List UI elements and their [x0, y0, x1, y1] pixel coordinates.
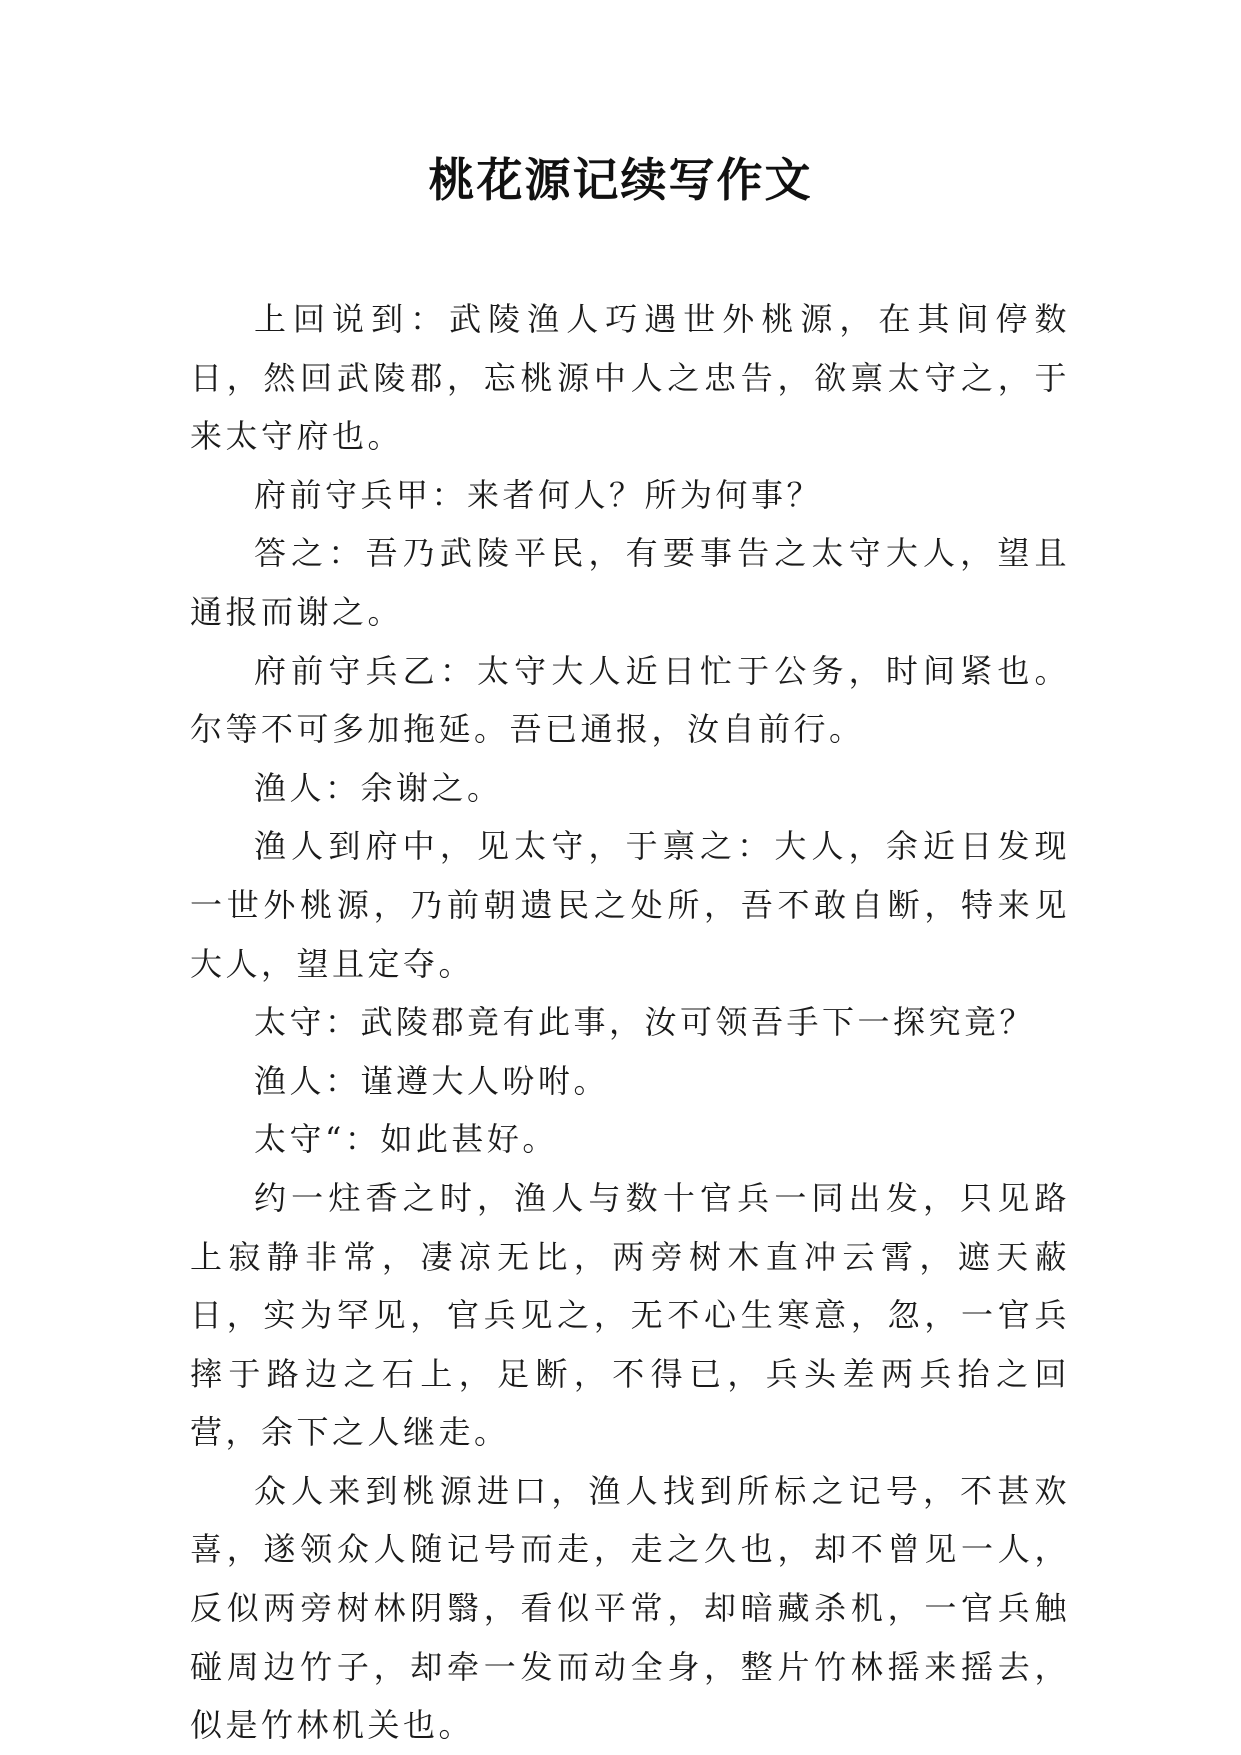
paragraph: 答之：吾乃武陵平民，有要事告之太守大人，望且通报而谢之。 [190, 534, 1070, 631]
document-body [190, 290, 1070, 1755]
paragraph: 府前守兵甲：来者何人？所为何事？ [254, 475, 823, 514]
paragraph: 渔人：余谢之。 [254, 768, 503, 807]
paragraph: 渔人到府中，见太守，于禀之：大人，余近日发现一世外桃源，乃前朝遗民之处所，吾不敢自断，特来见大人，望且定夺。 [190, 827, 1070, 983]
paragraph: 约一炷香之时，渔人与数十官兵一同出发，只见路上寂静非常，凄凉无比，两旁树木直冲云霄，遮天蔽日，实为罕见，官兵见之，无不心生寒意，忽，一官兵摔于路边之石上，足断，不得已，兵头差两兵抬之回营，余下之人继走。 [190, 1178, 1070, 1452]
paragraph: 上回说到：武陵渔人巧遇世外桃源，在其间停数日，然回武陵郡，忘桃源中人之忠告，欲禀太守之，于来太守府也。 [190, 300, 1070, 456]
paragraph: 太守：武陵郡竟有此事，汝可领吾手下一探究竟？ [254, 1003, 1036, 1042]
paragraph: 众人来到桃源进口，渔人找到所标之记号，不甚欢喜，遂领众人随记号而走，走之久也，却不曾见一人，反似两旁树林阴翳，看似平常，却暗藏杀机，一官兵触碰周边竹子，却牵一发而动全身，整片竹林摇来摇去，似是竹林机关也。 [190, 1471, 1070, 1745]
paragraph: 府前守兵乙：太守大人近日忙于公务，时间紧也。尔等不可多加拖延。吾已通报，汝自前行。 [190, 651, 1070, 749]
document-title: 桃花源记续写作文 [428, 153, 813, 207]
paragraph: 太守“：如此甚好。 [254, 1120, 558, 1159]
paragraph: 渔人：谨遵大人吩咐。 [254, 1061, 610, 1100]
